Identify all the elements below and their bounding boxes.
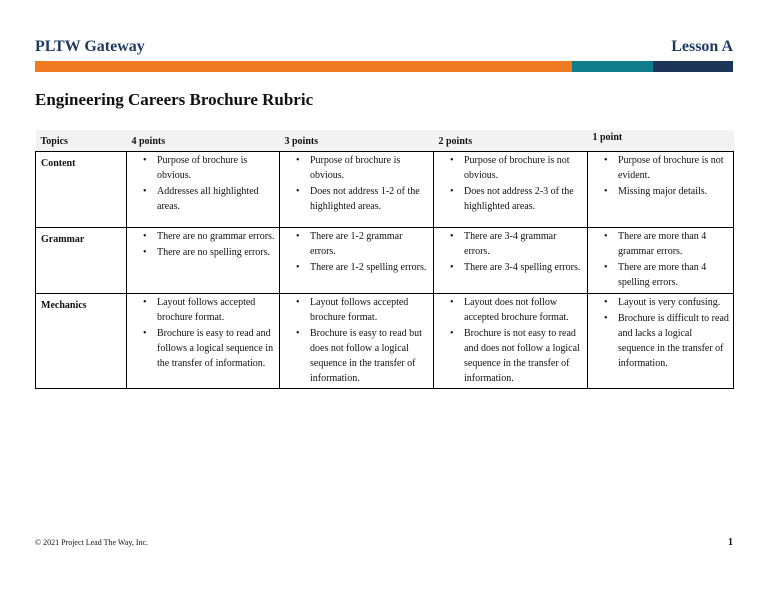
criterion-item: • There are more than 4 grammar errors. <box>592 229 729 259</box>
cell-mechanics-1 <box>588 293 734 388</box>
brand-name: PLTW Gateway <box>35 38 145 55</box>
rubric-table <box>35 130 734 389</box>
cell-grammar-2 <box>434 227 588 293</box>
criterion-item: • Layout is very confusing. <box>592 295 729 310</box>
criterion-item: • There are no grammar errors. <box>131 229 275 244</box>
criterion-item: • Missing major details. <box>592 184 729 199</box>
criterion-item: • Does not address 1-2 of the highlighted areas. <box>284 184 429 214</box>
criterion-item: • There are no spelling errors. <box>131 245 275 260</box>
criterion-item: • Layout follows accepted brochure format. <box>284 295 429 325</box>
criterion-item: • Brochure is not easy to read and does not follow a logical sequence in the transfer of information. <box>438 326 583 386</box>
cell-mechanics-3 <box>280 293 434 388</box>
copyright-notice: © 2021 Project Lead The Way, Inc. <box>35 538 149 547</box>
rubric-row-mechanics <box>36 293 734 388</box>
topic-content: Content <box>36 151 127 227</box>
cell-grammar-3 <box>280 227 434 293</box>
rubric-row-grammar <box>36 227 734 293</box>
header-4-points: 4 points <box>127 130 280 151</box>
cell-content-4 <box>127 151 280 227</box>
criterion-item: • There are more than 4 spelling errors. <box>592 260 729 290</box>
cell-grammar-4 <box>127 227 280 293</box>
criterion-item: • Purpose of brochure is not obvious. <box>438 153 583 183</box>
criterion-item: • There are 3-4 grammar errors. <box>438 229 583 259</box>
criterion-item: • There are 3-4 spelling errors. <box>438 260 583 275</box>
criterion-item: • Does not address 2-3 of the highlighted areas. <box>438 184 583 214</box>
criterion-item: • There are 1-2 grammar errors. <box>284 229 429 259</box>
color-bar-teal <box>572 61 653 72</box>
rubric-row-content <box>36 151 734 227</box>
header-2-points: 2 points <box>434 130 588 151</box>
page-number: 1 <box>728 537 733 548</box>
header-topics: Topics <box>36 130 127 151</box>
cell-content-1 <box>588 151 734 227</box>
header-3-points: 3 points <box>280 130 434 151</box>
criterion-item: • Purpose of brochure is not evident. <box>592 153 729 183</box>
page-header <box>35 38 733 60</box>
cell-mechanics-4 <box>127 293 280 388</box>
criterion-item: • Addresses all highlighted areas. <box>131 184 275 214</box>
criterion-item: • Layout does not follow accepted brochure format. <box>438 295 583 325</box>
lesson-label: Lesson A <box>671 38 733 55</box>
topic-grammar: Grammar <box>36 227 127 293</box>
cell-grammar-1 <box>588 227 734 293</box>
criterion-item: • There are 1-2 spelling errors. <box>284 260 429 275</box>
cell-content-3 <box>280 151 434 227</box>
color-bar-navy <box>653 61 733 72</box>
color-bar-orange <box>35 61 572 72</box>
header-1-point: 1 point <box>588 130 734 151</box>
criterion-item: • Layout follows accepted brochure format. <box>131 295 275 325</box>
document-title: Engineering Careers Brochure Rubric <box>35 90 314 109</box>
criterion-item: • Purpose of brochure is obvious. <box>284 153 429 183</box>
header-color-bar <box>35 61 733 72</box>
rubric-header-row <box>36 130 734 151</box>
criterion-item: • Brochure is difficult to read and lacks a logical sequence in the transfer of information. <box>592 311 729 371</box>
criterion-item: • Purpose of brochure is obvious. <box>131 153 275 183</box>
cell-content-2 <box>434 151 588 227</box>
cell-mechanics-2 <box>434 293 588 388</box>
criterion-item: • Brochure is easy to read and follows a logical sequence in the transfer of information. <box>131 326 275 371</box>
criterion-item: • Brochure is easy to read but does not follow a logical sequence in the transfer of information. <box>284 326 429 386</box>
topic-mechanics: Mechanics <box>36 293 127 388</box>
